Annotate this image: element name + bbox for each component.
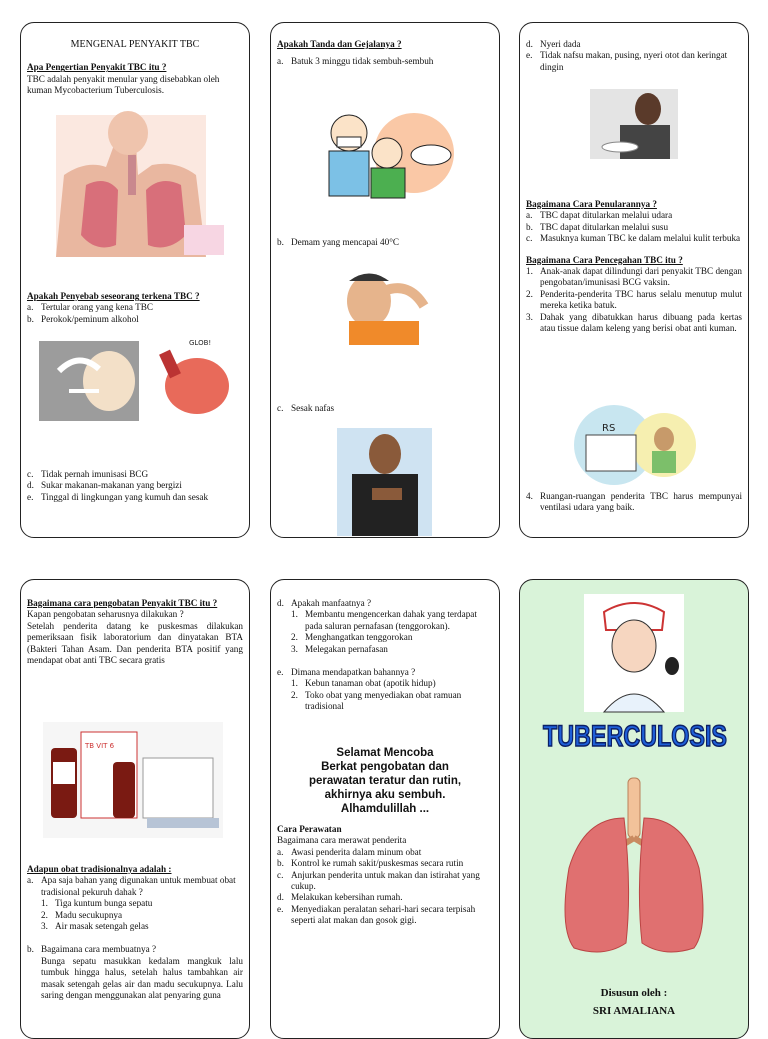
hospital-illustration bbox=[572, 401, 698, 487]
list-item: 3. Dahak yang dibatukkan harus dibuang pada kertas atau tissue dalam keleng yang berisi obat anti kuman. bbox=[526, 311, 742, 334]
svg-text:TUBERCULOSIS: TUBERCULOSIS bbox=[543, 720, 727, 753]
list-item: e. Dimana mendapatkan bahannya ? bbox=[277, 667, 416, 678]
lungs-illustration bbox=[554, 778, 714, 958]
panel-treatment bbox=[20, 579, 250, 1039]
question-cause: Apakah Penyebab seseorang terkena TBC ? bbox=[27, 291, 200, 301]
list-item: c. Sesak nafas bbox=[277, 403, 335, 413]
question-prevention: Bagaimana Cara Pencegahan TBC itu ? bbox=[526, 254, 683, 265]
list-item: a. Batuk 3 minggu tidak sembuh-sembuh bbox=[277, 56, 434, 67]
list-item: d. Nyeri dada bbox=[526, 39, 581, 49]
list-item: a. Apa saja bahan yang digunakan untuk membuat obat tradisional pekuruh dahak ? bbox=[27, 875, 236, 897]
care-intro: Bagaimana cara merawat penderita bbox=[277, 835, 407, 846]
panel-benefits-care bbox=[270, 579, 500, 1039]
list-item: 2. Toko obat yang menyediakan obat ramuan tradisional bbox=[291, 689, 462, 712]
closing-message: Selamat Mencoba Berkat pengobatan dan perawatan teratur dan rutin, akhirnya aku sembuh. Alhamdulillah ... bbox=[308, 747, 462, 815]
list-item: 1. Anak-anak dapat dilindungi dari penyakit TBC dengan pengobatan/imunisasi BCG vaksin. bbox=[526, 266, 742, 288]
traditional-heading: Adapun obat tradisionalnya adalah : bbox=[27, 864, 172, 874]
tuberculosis-wordart bbox=[540, 710, 730, 760]
list-item: b. TBC dapat ditularkan melalui susu bbox=[526, 221, 669, 232]
list-item: a. Tertular orang yang kena TBC bbox=[27, 302, 153, 313]
list-item: a. TBC dapat ditularkan melalui udara bbox=[526, 210, 673, 221]
list-item: c. Anjurkan penderita untuk makan dan istirahat yang cukup. bbox=[277, 869, 480, 892]
treatment-text: Setelah penderita datang ke puskesmas dilakukan pemeriksaan fisik laboratorium dan dinyatakan BTA (Bakteri Tahan Asam. Dan penderita BTA positif yang mendapat obat anti TBC secara gratis bbox=[27, 620, 243, 666]
list-item: b. Demam yang mencapai 40°C bbox=[277, 237, 400, 247]
list-item: e. Tinggal di lingkungan yang kumuh dan sesak bbox=[27, 491, 209, 502]
list-item: 1. Tiga kuntum bunga sepatu bbox=[41, 898, 153, 909]
list-item: e. Tidak nafsu makan, pusing, nyeri otot dan keringat dingin bbox=[526, 50, 728, 72]
list-item: b. Perokok/peminum alkohol bbox=[27, 313, 139, 324]
medicine-bottles-illustration bbox=[43, 722, 223, 838]
list-item: 1. Membantu mengencerkan dahak yang terdapat pada saluran pernafasan (tenggorokan). bbox=[291, 609, 477, 631]
list-item: b. Bagaimana cara membuatnya ? bbox=[27, 944, 157, 955]
hospital-label: RS bbox=[602, 423, 616, 434]
list-item: b. Kontrol ke rumah sakit/puskesmas secara rutin bbox=[277, 858, 464, 869]
panel-symptoms bbox=[270, 22, 500, 538]
list-item: 3. Melegakan pernafasan bbox=[291, 643, 388, 654]
lung-anatomy-illustration bbox=[56, 115, 206, 257]
author-label: Disusun oleh : bbox=[600, 987, 668, 999]
list-item: 2. Menghangatkan tenggorokan bbox=[291, 632, 413, 643]
list-item: e. Menyediakan peralatan sehari-hari secara terpisah seperti alat makan dan gosok gigi. bbox=[277, 903, 476, 926]
list-item: d. Sukar makanan-makanan yang bergizi bbox=[27, 480, 182, 491]
nurse-illustration bbox=[584, 594, 684, 712]
sub-question: Kapan pengobatan seharusnya dilakukan ? bbox=[27, 609, 184, 620]
panel-title: Apakah Tanda dan Gejalanya ? bbox=[277, 39, 402, 49]
list-item: d. Melakukan kebersihan rumah. bbox=[277, 892, 403, 903]
question-definition: Apa Pengertian Penyakit TBC itu ? bbox=[27, 62, 167, 73]
short-breath-person-illustration bbox=[337, 428, 432, 536]
list-item: d. Apakah manfaatnya ? bbox=[277, 598, 372, 608]
svg-text:GLOB!: GLOB! bbox=[189, 339, 212, 347]
question-treatment: Bagaimana cara pengobatan Penyakit TBC itu ? bbox=[27, 598, 218, 608]
list-item: 3. Air masak setengah gelas bbox=[41, 921, 149, 932]
list-item: 4. Ruangan-ruangan penderita TBC harus mempunyai ventilasi udara yang baik. bbox=[526, 491, 742, 513]
panel-transmission bbox=[519, 22, 749, 538]
author-name: SRI AMALIANA bbox=[592, 1005, 676, 1017]
care-heading: Cara Perawatan bbox=[277, 824, 342, 834]
list-item: c. Tidak pernah imunisasi BCG bbox=[27, 469, 149, 479]
medicine-label: TB VIT 6 bbox=[85, 742, 115, 750]
recipe-text: Bunga sepatu masukkan kedalam mangkuk lalu tumbuk hingga halus, setelah halus tambahkan air masak setengah gelas air dan madu secukupnya. Lalu saring dengan menggunakan alat penyaring guna bbox=[41, 955, 243, 1001]
fever-person-illustration bbox=[329, 261, 441, 343]
list-item: 2. Madu secukupnya bbox=[41, 909, 123, 920]
list-item: 1. Kebun tanaman obat (apotik hidup) bbox=[291, 678, 436, 689]
panel-title: MENGENAL PENYAKIT TBC bbox=[70, 39, 200, 50]
panel-intro bbox=[20, 22, 250, 538]
coughing-children-illustration bbox=[319, 103, 454, 203]
smoking-drinking-illustration bbox=[39, 331, 239, 426]
question-transmission: Bagaimana Cara Penularannya ? bbox=[526, 199, 657, 209]
list-item: 2. Penderita-penderita TBC harus selalu menutup mulut mereka ketika batuk. bbox=[526, 288, 742, 311]
no-appetite-person-illustration bbox=[590, 89, 678, 159]
list-item: c. Masuknya kuman TBC ke dalam melalui kulit terbuka bbox=[526, 233, 741, 244]
list-item: a. Awasi penderita dalam minum obat bbox=[277, 846, 422, 857]
definition-text: TBC adalah penyakit menular yang disebabkan oleh kuman Mycobacterium Tuberculosis. bbox=[27, 73, 220, 96]
panel-cover bbox=[519, 579, 749, 1039]
